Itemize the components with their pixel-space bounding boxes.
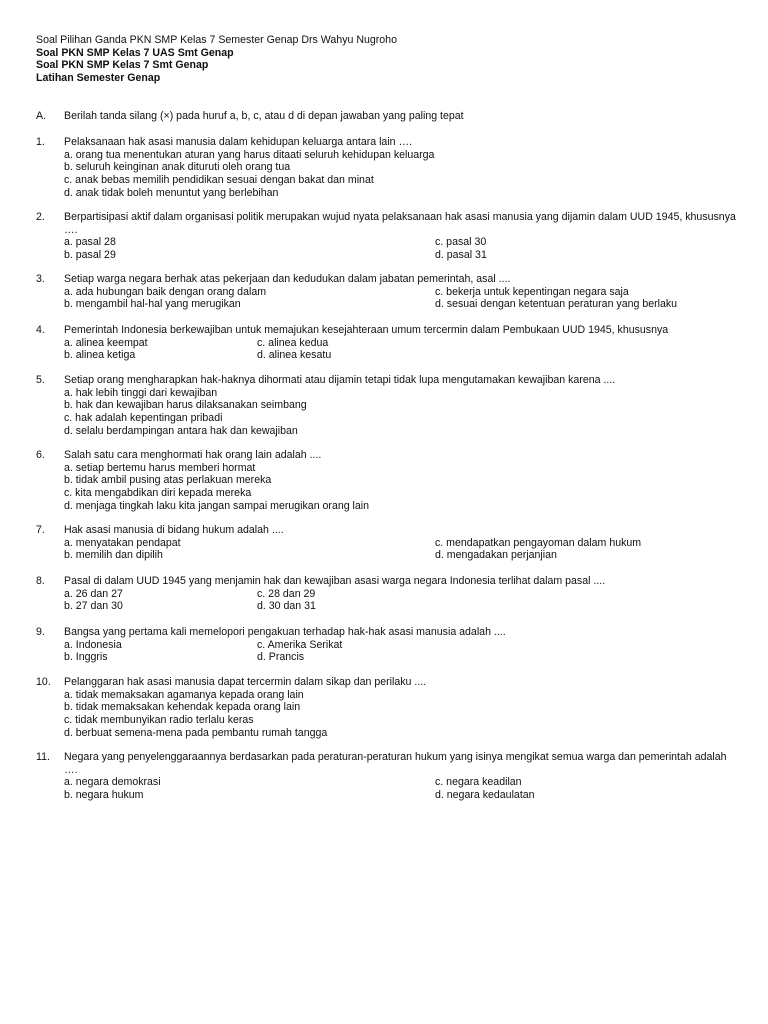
option-b: b. Inggris	[64, 651, 108, 664]
option-a: a. tidak memaksakan agamanya kepada orang lain	[64, 688, 304, 701]
instruction-label: A.	[36, 110, 47, 122]
option-d: d. sesuai dengan ketentuan peraturan yang berlaku	[435, 298, 678, 311]
question-text: Setiap warga negara berhak atas pekerjaan dan kedudukan dalam jabatan pemerintah, asal ....	[64, 273, 511, 285]
question-number: 8.	[36, 575, 45, 587]
option-a: a. 26 dan 27	[64, 587, 123, 600]
question-text: Hak asasi manusia di bidang hukum adalah ....	[64, 524, 284, 536]
header-line-1: Soal Pilihan Ganda PKN SMP Kelas 7 Semester Genap Drs Wahyu Nugroho	[36, 34, 397, 46]
option-c: c. kita mengabdikan diri kepada mereka	[64, 487, 252, 500]
option-c: c. Amerika Serikat	[257, 638, 343, 651]
option-d: d. selalu berdampingan antara hak dan kewajiban	[64, 424, 298, 437]
option-b: b. hak dan kewajiban harus dilaksanakan seimbang	[64, 399, 307, 412]
option-a: a. hak lebih tinggi dari kewajiban	[64, 386, 218, 399]
question-4	[36, 324, 736, 362]
option-a: a. alinea keempat	[64, 336, 148, 349]
option-c: c. mendapatkan pengayoman dalam hukum	[435, 536, 642, 549]
option-a: a. negara demokrasi	[64, 776, 161, 789]
header-line-3: Soal PKN SMP Kelas 7 Smt Genap	[36, 59, 209, 72]
instruction	[36, 110, 464, 123]
option-b: b. memilih dan dipilih	[64, 549, 163, 562]
question-9	[36, 626, 736, 664]
header-line-2: Soal PKN SMP Kelas 7 UAS Smt Genap	[36, 46, 234, 59]
option-b: b. negara hukum	[64, 789, 144, 802]
option-d: d. 30 dan 31	[257, 600, 316, 613]
question-2	[36, 211, 736, 262]
option-c: c. anak bebas memilih pendidikan sesuai dengan bakat dan minat	[64, 174, 374, 187]
option-d: d. mengadakan perjanjian	[435, 549, 557, 562]
question-5	[36, 374, 736, 438]
question-number: 5.	[36, 374, 45, 386]
option-d: d. menjaga tingkah laku kita jangan sampai merugikan orang lain	[64, 499, 370, 512]
question-number: 4.	[36, 324, 45, 336]
option-d: d. berbuat semena-mena pada pembantu rumah tangga	[64, 726, 328, 739]
question-text: Pemerintah Indonesia berkewajiban untuk memajukan kesejahteraan umum tercermin dalam Pembukaan UUD 1945, khususnya	[64, 324, 669, 336]
option-a: a. menyatakan pendapat	[64, 536, 181, 549]
question-number: 10.	[36, 676, 51, 688]
question-text: Pelaksanaan hak asasi manusia dalam kehidupan keluarga antara lain ….	[64, 136, 413, 148]
option-b: b. alinea ketiga	[64, 349, 136, 362]
question-7	[36, 524, 736, 562]
question-text: Bangsa yang pertama kali memelopori pengakuan terhadap hak-hak asasi manusia adalah ....	[64, 626, 506, 638]
option-d: d. Prancis	[257, 651, 305, 664]
option-c: c. negara keadilan	[435, 776, 522, 789]
option-d: d. pasal 31	[435, 249, 487, 262]
option-a: a. pasal 28	[64, 236, 116, 249]
question-text: Pasal di dalam UUD 1945 yang menjamin hak dan kewajiban asasi warga negara Indonesia terlihat dalam pasal ....	[64, 575, 606, 587]
option-c: c. tidak membunyikan radio terlalu keras	[64, 714, 254, 727]
question-8	[36, 575, 736, 613]
option-b: b. tidak memaksakan kehendak kepada orang lain	[64, 701, 301, 714]
option-c: c. pasal 30	[435, 236, 487, 249]
option-a: a. Indonesia	[64, 638, 122, 651]
option-c: c. bekerja untuk kepentingan negara saja	[435, 285, 629, 298]
option-b: b. mengambil hal-hal yang merugikan	[64, 298, 241, 311]
question-1	[36, 136, 736, 200]
question-text: Setiap orang mengharapkan hak-haknya dihormati atau dijamin tetapi tidak lupa mengutamakan kewajiban karena ....	[64, 374, 616, 386]
question-number: 1.	[36, 136, 45, 148]
question-text: Negara yang penyelenggaraannya berdasarkan pada peraturan-peraturan hukum yang isinya mengikat semua warga dan pemerintah adalah ….	[64, 751, 727, 776]
option-b: b. pasal 29	[64, 249, 116, 262]
option-b: b. seluruh keinginan anak dituruti oleh orang tua	[64, 161, 291, 174]
option-c: c. hak adalah kepentingan pribadi	[64, 412, 223, 425]
option-a: a. setiap bertemu harus memberi hormat	[64, 461, 256, 474]
option-a: a. ada hubungan baik dengan orang dalam	[64, 285, 267, 298]
header-line-4: Latihan Semester Genap	[36, 72, 161, 85]
question-10	[36, 676, 736, 740]
question-number: 3.	[36, 273, 45, 285]
document-header	[36, 34, 397, 85]
question-text: Salah satu cara menghormati hak orang lain adalah ....	[64, 449, 322, 461]
question-number: 9.	[36, 626, 45, 638]
option-b: b. 27 dan 30	[64, 600, 123, 613]
option-d: d. negara kedaulatan	[435, 789, 535, 802]
option-d: d. alinea kesatu	[257, 349, 332, 362]
option-c: c. alinea kedua	[257, 336, 329, 349]
option-c: c. 28 dan 29	[257, 587, 316, 600]
question-number: 7.	[36, 524, 45, 536]
question-number: 6.	[36, 449, 45, 461]
instruction-text: Berilah tanda silang (×) pada huruf a, b, c, atau d di depan jawaban yang paling tepat	[64, 110, 464, 122]
question-text: Berpartisipasi aktif dalam organisasi politik merupakan wujud nyata pelaksanaan hak asasi manusia yang dijamin dalam UUD 1945, khususnya ….	[64, 211, 736, 236]
question-number: 11.	[36, 751, 50, 763]
question-number: 2.	[36, 211, 45, 223]
option-a: a. orang tua menentukan aturan yang harus ditaati seluruh kehidupan keluarga	[64, 148, 435, 161]
question-text: Pelanggaran hak asasi manusia dapat tercermin dalam sikap dan perilaku ....	[64, 676, 427, 688]
question-3	[36, 273, 736, 311]
question-11	[36, 751, 736, 802]
question-6	[36, 449, 736, 513]
option-d: d. anak tidak boleh menuntut yang berlebihan	[64, 186, 279, 199]
option-b: b. tidak ambil pusing atas perlakuan mereka	[64, 474, 272, 487]
